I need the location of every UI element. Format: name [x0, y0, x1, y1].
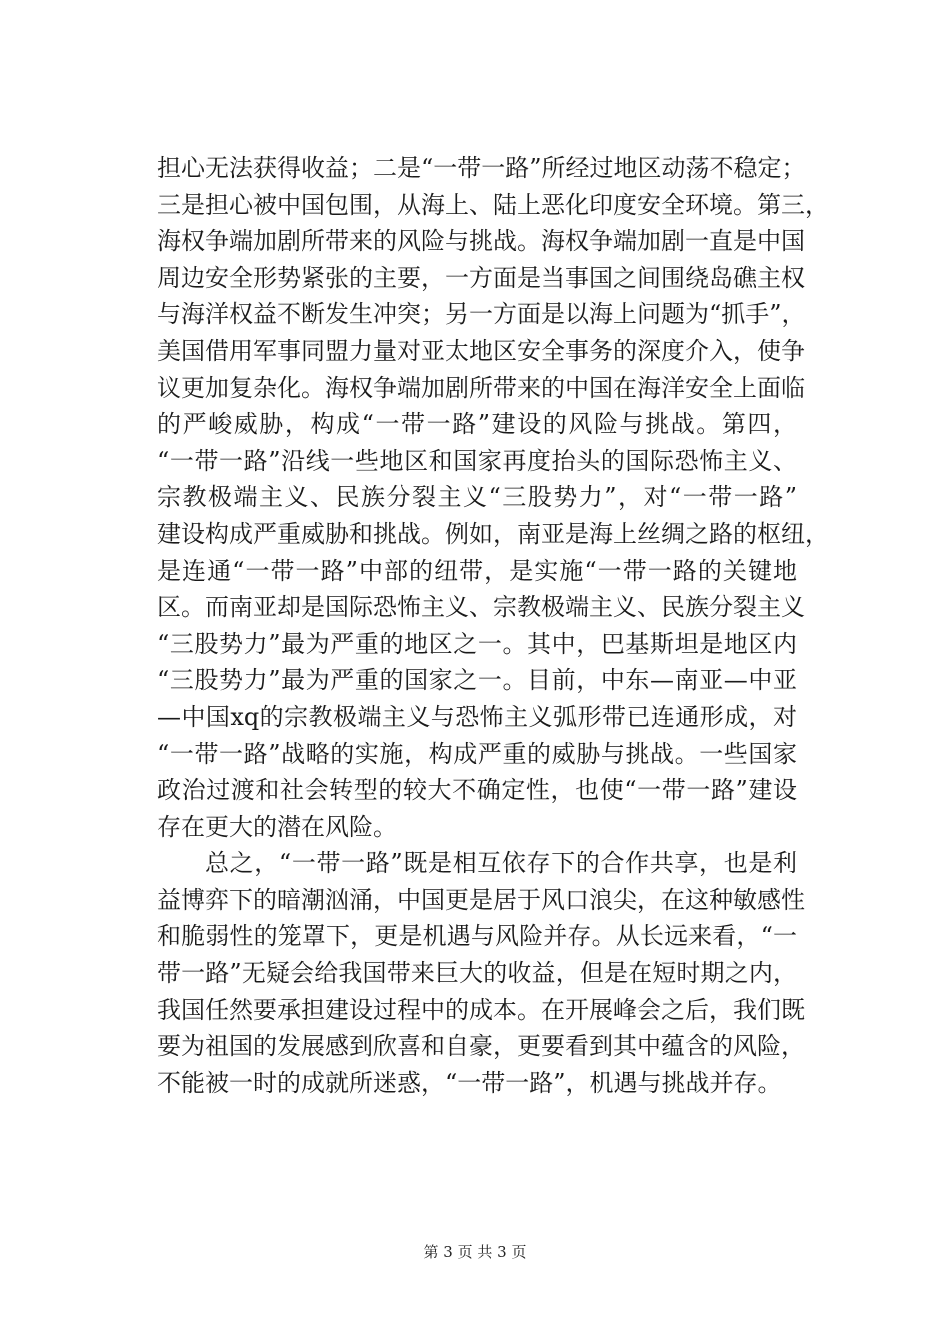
paragraph-1-line: 建设构成严重威胁和挑战。例如，南亚是海上丝绸之路的枢纽，	[157, 519, 829, 548]
paragraph-1-line: 区。而南亚却是国际恐怖主义、宗教极端主义、民族分裂主义	[157, 593, 805, 622]
paragraph-1-line: 美国借用军事同盟力量对亚太地区安全事务的深度介入，使争	[157, 336, 805, 365]
paragraph-1-line: —中国xq的宗教极端主义与恐怖主义弧形带已连通形成，对	[157, 702, 797, 731]
paragraph-2-line: 益博弈下的暗潮汹涌，中国更是居于风口浪尖，在这种敏感性	[157, 885, 805, 914]
document-body	[157, 150, 829, 1101]
paragraph-1-line: 宗教极端主义、民族分裂主义“三股势力”，对“一带一路”	[157, 483, 797, 512]
paragraph-1-line: “三股势力”最为严重的地区之一。其中，巴基斯坦是地区内	[157, 629, 797, 658]
paragraph-2-line: 不能被一时的成就所迷惑，“一带一路”，机遇与挑战并存。	[157, 1068, 782, 1097]
paragraph-2-line: 带一路”无疑会给我国带来巨大的收益，但是在短时期之内，	[157, 959, 797, 988]
paragraph-1-line: “一带一路”沿线一些地区和国家再度抬头的国际恐怖主义、	[157, 446, 797, 475]
paragraph-1-line: “一带一路”战略的实施，构成严重的威胁与挑战。一些国家	[157, 739, 797, 768]
paragraph-1-line: 担心无法获得收益；二是“一带一路”所经过地区动荡不稳定；	[157, 154, 806, 182]
paragraph-1-line: 三是担心被中国包围，从海上、陆上恶化印度安全环境。第三，	[157, 190, 829, 219]
paragraph-2-line: 总之，“一带一路”既是相互依存下的合作共享，也是利	[205, 849, 797, 878]
paragraph-2-line: 和脆弱性的笼罩下，更是机遇与风险并存。从长远来看，“一	[157, 922, 797, 951]
paragraph-1-line: 议更加复杂化。海权争端加剧所带来的中国在海洋安全上面临	[157, 373, 805, 402]
paragraph-1-line: 存在更大的潜在风险。	[157, 812, 397, 841]
paragraph-1-line: 政治过渡和社会转型的较大不确定性，也使“一带一路”建设	[157, 776, 797, 805]
paragraph-2-line: 我国任然要承担建设过程中的成本。在开展峰会之后，我们既	[157, 995, 805, 1024]
paragraph-1-line: 的严峻威胁，构成“一带一路”建设的风险与挑战。第四，	[157, 410, 797, 439]
paragraph-1-line: 海权争端加剧所带来的风险与挑战。海权争端加剧一直是中国	[157, 227, 805, 256]
paragraph-1-line: 周边安全形势紧张的主要，一方面是当事国之间围绕岛礁主权	[157, 263, 805, 292]
paragraph-2-line: 要为祖国的发展感到欣喜和自豪，更要看到其中蕴含的风险，	[157, 1032, 805, 1061]
paragraph-1-line: “三股势力”最为严重的国家之一。目前，中东—南亚—中亚	[157, 666, 797, 695]
paragraph-1-line: 是连通“一带一路”中部的纽带，是实施“一带一路的关键地	[157, 556, 797, 585]
paragraph-1-line: 与海洋权益不断发生冲突；另一方面是以海上问题为“抓手”，	[157, 300, 806, 329]
page-number-footer: 第 3 页 共 3 页	[423, 1243, 527, 1261]
